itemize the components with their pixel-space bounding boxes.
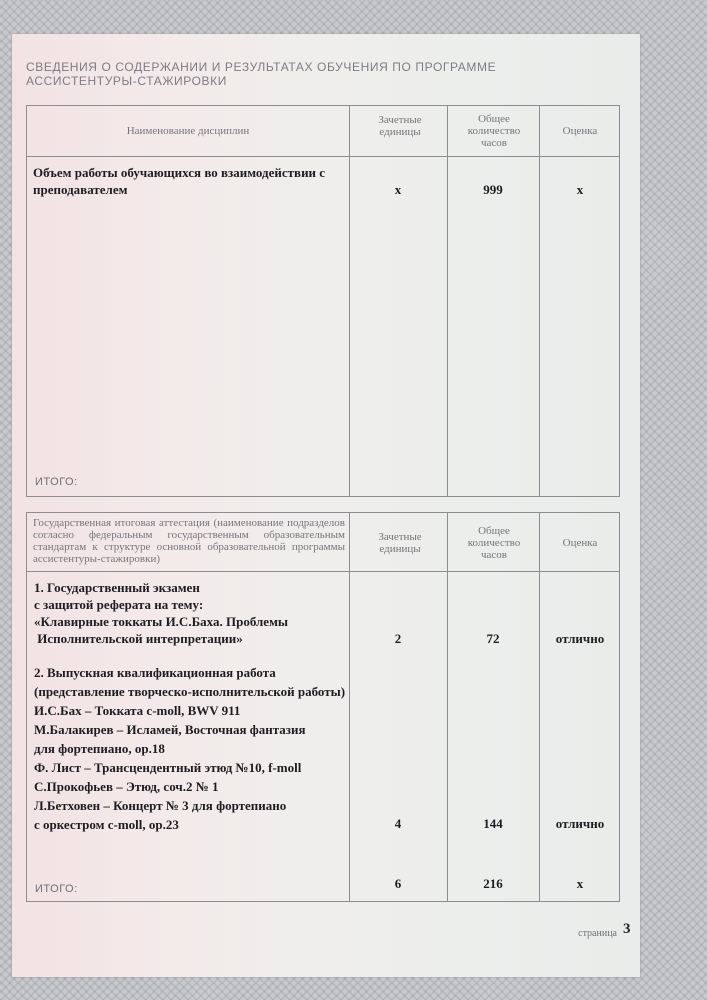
workload-row-name: Объем работы обучающихся во взаимодействии с преподавателем: [33, 165, 326, 197]
page-heading: [26, 60, 586, 88]
thesis-line: Ф. Лист – Трансцендентный этюд №10, f-moll: [34, 760, 302, 775]
table2-total-label: ИТОГО:: [35, 883, 78, 895]
disciplines-table: [26, 105, 620, 497]
thesis-line: для фортепиано, ор.18: [34, 741, 165, 756]
thesis-line: 2. Выпускная квалификационная работа: [34, 665, 276, 680]
exam-item: [34, 579, 348, 647]
thesis-line: Л.Бетховен – Концерт № 3 для фортепиано: [34, 798, 287, 813]
workload-row-grade: x: [576, 182, 584, 197]
heading-line-1: СВЕДЕНИЯ О СОДЕРЖАНИИ И РЕЗУЛЬТАТАХ ОБУЧЕНИЯ ПО ПРОГРАММЕ: [26, 60, 497, 74]
exam-line: с защитой реферата на тему:: [34, 597, 204, 612]
thesis-hours: 144: [483, 816, 503, 831]
workload-row-credits: x: [394, 182, 402, 197]
header-attestation: Государственная итоговая аттестация (наименование подразделов согласно федеральным государственным образовательным стандартам к структуре основной образовательной программы ассистентуры-стажировки): [33, 517, 345, 565]
exam-credits: 2: [394, 631, 402, 646]
page-label: страница: [578, 928, 617, 939]
total-grade: x: [576, 876, 584, 891]
total-credits: 6: [394, 876, 402, 891]
thesis-line: (представление творческо-исполнительской работы): [34, 684, 346, 699]
thesis-line: М.Балакирев – Исламей, Восточная фантазия: [34, 722, 306, 737]
thesis-line: С.Прокофьев – Этюд, соч.2 № 1: [34, 779, 219, 794]
exam-line: Исполнительской интерпретации»: [34, 631, 243, 646]
attestation-table: [26, 512, 620, 902]
header-grade: Оценка: [562, 125, 598, 137]
exam-line: «Клавирные токкаты И.С.Баха. Проблемы: [34, 614, 289, 629]
header2-grade: Оценка: [562, 537, 598, 549]
thesis-grade: отлично: [555, 816, 605, 831]
header-credits: Зачетные единицы: [378, 114, 422, 138]
thesis-item: [34, 663, 350, 834]
header2-hours: Общее количество часов: [467, 525, 521, 561]
header-discipline: Наименование дисциплин: [126, 125, 250, 137]
thesis-line: с оркестром c-moll, ор.23: [34, 817, 179, 832]
header-hours: Общее количество часов: [467, 113, 521, 149]
heading-line-2: АССИСТЕНТУРЫ-СТАЖИРОВКИ: [26, 74, 227, 88]
header2-credits: Зачетные единицы: [378, 531, 422, 555]
total-hours: 216: [483, 876, 503, 891]
exam-line: 1. Государственный экзамен: [34, 580, 200, 595]
workload-row-hours: 999: [483, 182, 503, 197]
table1-total-label: ИТОГО:: [35, 476, 78, 488]
thesis-line: И.С.Бах – Токката c-moll, BWV 911: [34, 703, 241, 718]
thesis-credits: 4: [394, 816, 402, 831]
exam-grade: отлично: [555, 631, 605, 646]
exam-hours: 72: [486, 631, 500, 646]
page-number: 3: [623, 921, 631, 937]
